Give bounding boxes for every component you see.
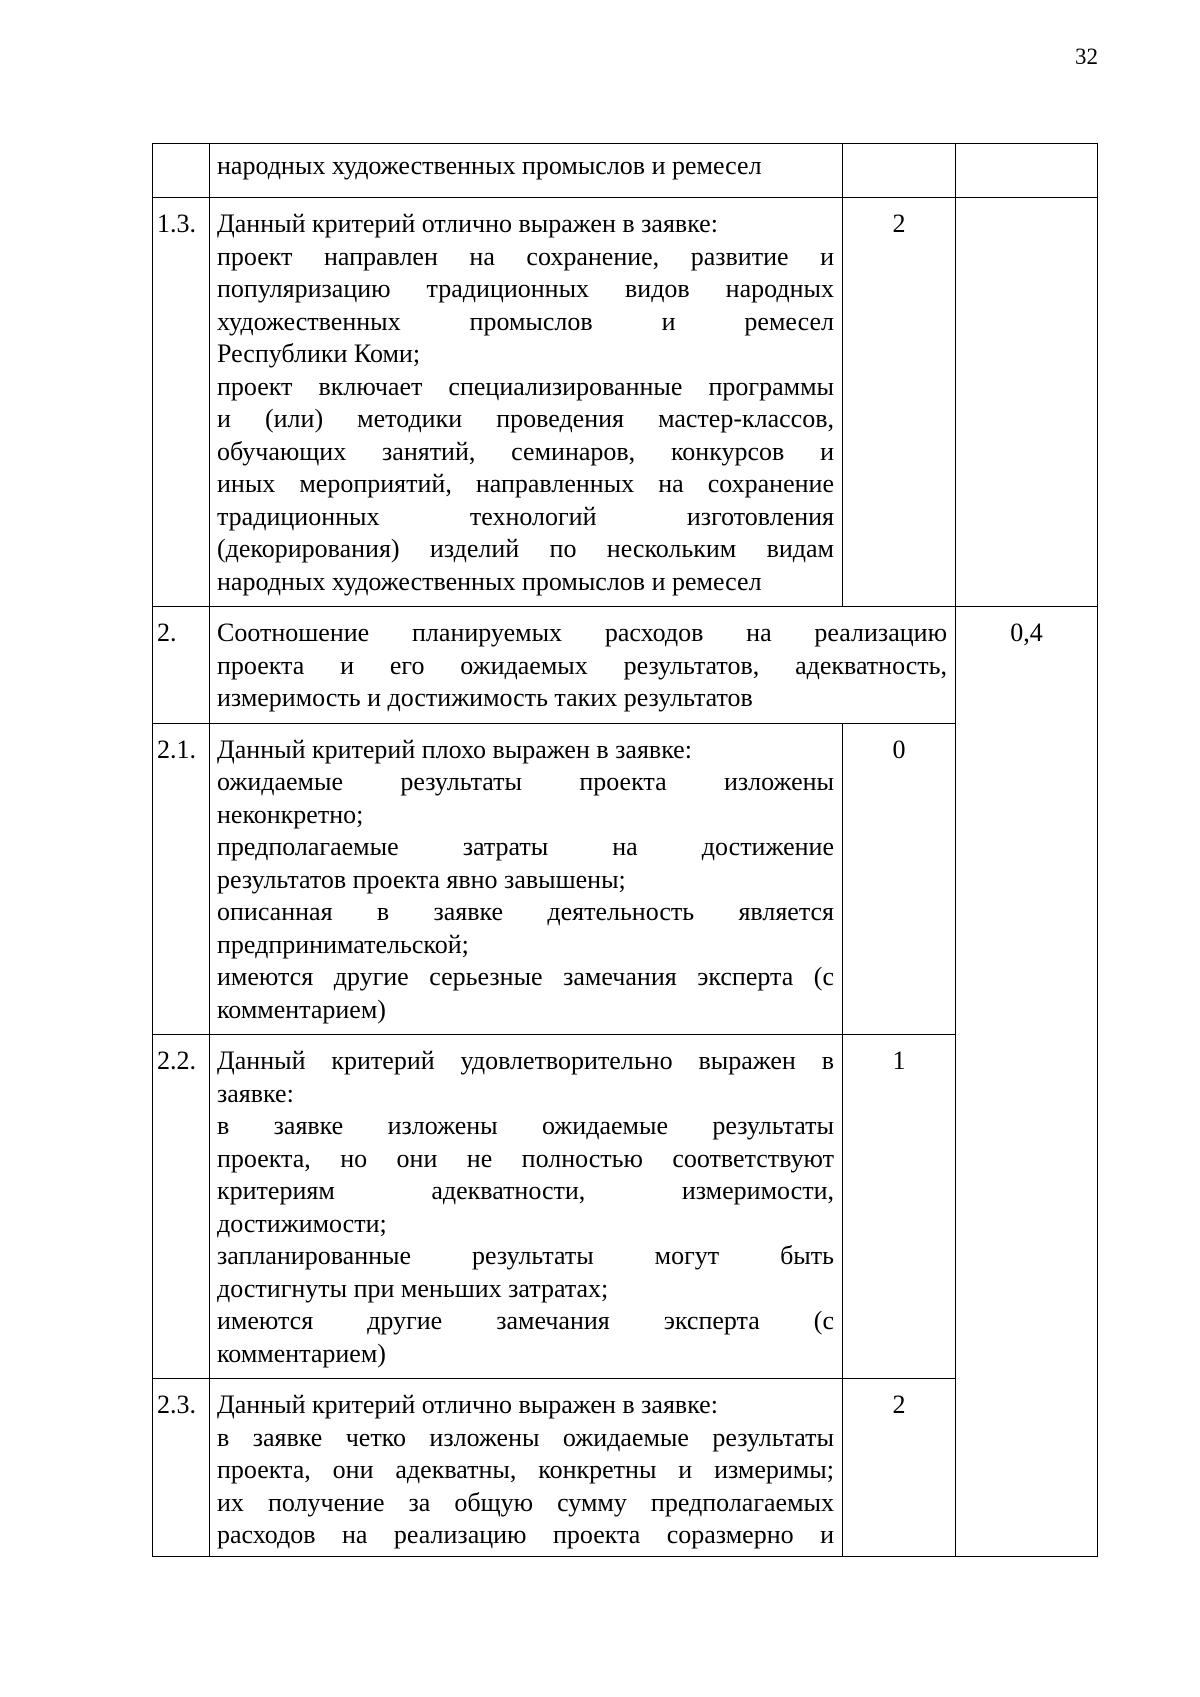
text-line: комментарием) [217, 994, 386, 1024]
row-description [210, 144, 843, 198]
text-line: достигнуты при меньших затратах; [217, 1273, 609, 1303]
text-line: результатов проекта явно завышены; [217, 864, 626, 894]
text-line: традиционных технологий изготовления [217, 501, 834, 531]
row-score: 2 [843, 1379, 956, 1557]
text-line: их получение за общую сумму предполагаемых [217, 1487, 834, 1517]
text-line: проекта, но они не полностью соответствуют [217, 1143, 834, 1173]
row-description [210, 607, 956, 724]
text-line: критериям адекватности, измеримости, [217, 1176, 834, 1205]
page-number: 32 [1075, 44, 1098, 69]
text-line: народных художественных промыслов и ремесел [217, 566, 762, 596]
text-line: проект направлен на сохранение, развитие и [217, 241, 834, 271]
text-line: Республики Коми; [217, 339, 421, 368]
table-row [153, 607, 1098, 724]
text-line: описанная в заявке деятельность является [217, 897, 834, 926]
text-line: проекта и его ожидаемых результатов, адекватность, [217, 650, 947, 680]
text-line: в заявке изложены ожидаемые результаты [217, 1111, 834, 1140]
row-description [210, 198, 843, 607]
text-line: измеримость и достижимость таких результатов [217, 683, 753, 712]
row-number: 2. [153, 607, 210, 724]
text-line: предполагаемые затраты на достижение [217, 832, 834, 861]
row-number: 1.3. [153, 198, 210, 607]
text-line: проекта, они адекватны, конкретны и измеримы; [217, 1455, 834, 1484]
text-line: художественных промыслов и ремесел [217, 306, 834, 336]
text-line: расходов на реализацию проекта соразмерно и [217, 1520, 834, 1549]
row-number: 2.2. [153, 1035, 210, 1379]
text-line: предпринимательской; [217, 929, 469, 959]
row-description [210, 1379, 843, 1557]
text-line: комментарием) [217, 1338, 386, 1368]
row-score: 1 [843, 1035, 956, 1379]
text-line: заявке: [217, 1078, 294, 1108]
row-weight: 0,4 [956, 607, 1098, 1557]
text-line: достижимости; [217, 1208, 387, 1238]
text-line: и (или) методики проведения мастер-классов, [217, 404, 834, 433]
text-line: популяризацию традиционных видов народных [217, 274, 834, 303]
row-weight [956, 198, 1098, 607]
table-row [153, 198, 1098, 607]
text-line: в заявке четко изложены ожидаемые результаты [217, 1422, 834, 1452]
text-line: неконкретно; [217, 799, 364, 829]
row-weight [956, 144, 1098, 198]
row-number: 2.3. [153, 1379, 210, 1557]
text-line: имеются другие замечания эксперта (с [217, 1306, 834, 1335]
text-line: Данный критерий удовлетворительно выражен в [217, 1046, 834, 1075]
row-number [153, 144, 210, 198]
table-row [153, 144, 1098, 198]
text-line: Данный критерий отлично выражен в заявке: [217, 209, 718, 238]
text-line: запланированные результаты могут быть [217, 1241, 834, 1270]
text-line: иных мероприятий, направленных на сохранение [217, 469, 834, 498]
text-line: Данный критерий отлично выражен в заявке: [217, 1390, 718, 1419]
row-score: 0 [843, 723, 956, 1035]
text-line: народных художественных промыслов и ремесел [217, 151, 762, 180]
row-number: 2.1. [153, 723, 210, 1035]
row-description [210, 1035, 843, 1379]
text-line: Данный критерий плохо выражен в заявке: [217, 734, 692, 764]
row-description [210, 723, 843, 1035]
text-line: имеются другие серьезные замечания эксперта (с [217, 962, 834, 991]
text-line: (декорирования) изделий по нескольким видам [217, 534, 834, 563]
text-line: ожидаемые результаты проекта изложены [217, 767, 834, 796]
row-score: 2 [843, 198, 956, 607]
text-line: Соотношение планируемых расходов на реализацию [217, 618, 947, 647]
text-line: проект включает специализированные программы [217, 371, 834, 401]
row-score [843, 144, 956, 198]
text-line: обучающих занятий, семинаров, конкурсов и [217, 436, 834, 466]
criteria-table [152, 143, 1098, 1557]
